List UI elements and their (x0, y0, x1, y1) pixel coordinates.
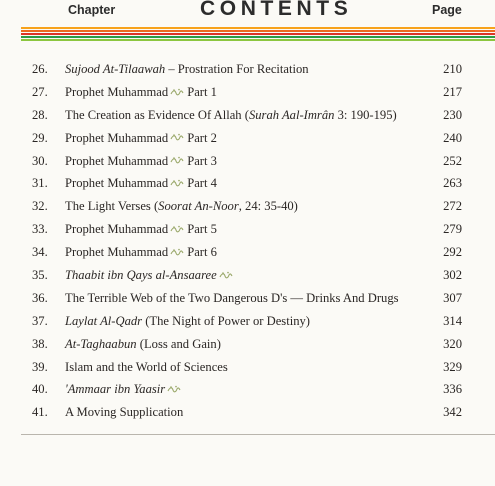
toc-row (0, 150, 495, 173)
chapter-title-segment: The Light Verses ( (65, 199, 159, 214)
chapter-title (65, 401, 183, 424)
stripe-red (21, 33, 495, 35)
chapter-number: 34. (32, 245, 48, 260)
chapter-title-segment: 'Ammaar ibn Yaasir (65, 382, 166, 397)
toc-row (0, 310, 495, 333)
chapter-title (65, 195, 298, 218)
chapter-number: 31. (32, 176, 48, 191)
chapter-number: 29. (32, 130, 48, 145)
chapter-title-segment: – Prostration For Recitation (165, 62, 309, 76)
salutation-glyph-icon (170, 248, 184, 257)
chapter-title-segment: Part 5 (187, 222, 217, 237)
page-number: 342 (443, 405, 462, 420)
bottom-divider (21, 434, 495, 435)
chapter-title-segment: Prophet Muhammad (65, 130, 169, 145)
page-number: 210 (443, 62, 462, 76)
chapter-number: 28. (32, 107, 48, 122)
chapter-title-segment: Prophet Muhammad (65, 222, 169, 237)
chapter-number: 41. (32, 405, 48, 420)
chapter-number: 38. (32, 336, 48, 351)
page-number: 336 (443, 382, 462, 397)
toc-row (0, 401, 495, 424)
chapter-title-segment: 3: 190-195) (334, 107, 397, 122)
chapter-title (65, 104, 397, 127)
chapter-number: 40. (32, 382, 48, 397)
chapter-title-segment: Prophet Muhammad (65, 245, 169, 260)
toc-row (0, 378, 495, 401)
chapter-title (65, 241, 217, 264)
chapter-title (65, 81, 217, 104)
chapter-title-segment: Surah Aal-Imrân (248, 107, 335, 122)
chapter-title (65, 333, 221, 356)
salutation-glyph-icon (170, 88, 184, 97)
toc-row (0, 264, 495, 287)
chapter-title (65, 287, 399, 310)
chapter-title-segment: (Loss and Gain) (136, 336, 221, 351)
chapter-title-segment: Islam and the World of Sciences (65, 359, 228, 374)
toc-row (0, 356, 495, 379)
page-number: 230 (443, 107, 462, 122)
salutation-glyph-icon (170, 156, 184, 165)
toc-row (0, 81, 495, 104)
chapter-number: 36. (32, 290, 48, 305)
page-column-label: Page (432, 3, 462, 17)
chapter-title (65, 378, 184, 401)
chapter-title-segment: Prophet Muhammad (65, 84, 169, 99)
toc-row (0, 241, 495, 264)
chapter-title-segment: At-Taghaabun (65, 336, 137, 351)
chapter-title-segment: Laylat Al-Qadr (65, 313, 143, 328)
salutation-glyph-icon (170, 225, 184, 234)
chapter-title-segment: Part 3 (187, 153, 217, 168)
chapter-title-segment: A Moving Supplication (65, 405, 184, 420)
chapter-title (65, 172, 217, 195)
stripe-green (21, 36, 495, 38)
chapter-title-segment: Prophet Muhammad (65, 153, 169, 168)
page-number: 263 (443, 176, 462, 191)
chapter-number: 27. (32, 84, 48, 99)
chapter-title (65, 127, 217, 150)
toc-row (0, 127, 495, 150)
chapter-title (65, 218, 217, 241)
page-number: 252 (443, 153, 462, 168)
stripe-orange (21, 30, 495, 32)
page-number: 217 (443, 84, 462, 99)
chapter-number: 39. (32, 359, 48, 374)
chapter-title-segment: Soorat An-Noor (158, 199, 239, 214)
stripe-orange-light (21, 27, 495, 29)
page-header (0, 0, 495, 26)
chapter-number: 32. (32, 199, 48, 214)
salutation-glyph-icon (219, 271, 233, 280)
chapter-title-segment: Part 1 (187, 84, 217, 99)
chapter-title-segment: Part 4 (187, 176, 217, 191)
chapter-number: 35. (32, 268, 48, 283)
toc-row (0, 195, 495, 218)
chapter-title-segment: (The Night of Power or Destiny) (142, 313, 310, 328)
page-number: 314 (443, 313, 462, 328)
salutation-glyph-icon (170, 133, 184, 142)
salutation-glyph-icon (167, 385, 181, 394)
page-number: 307 (443, 290, 462, 305)
chapter-title (65, 310, 310, 333)
salutation-glyph-icon (170, 179, 184, 188)
toc-row (0, 287, 495, 310)
chapter-number: 33. (32, 222, 48, 237)
chapter-number: 26. (32, 62, 48, 76)
chapter-title-segment: Sujood At-Tilaawah (65, 62, 166, 76)
chapter-number: 30. (32, 153, 48, 168)
toc-row (0, 218, 495, 241)
page-number: 272 (443, 199, 462, 214)
chapter-title-segment: The Creation as Evidence Of Allah ( (65, 107, 249, 122)
chapter-number: 37. (32, 313, 48, 328)
chapter-column-label: Chapter (68, 3, 116, 17)
page-number: 320 (443, 336, 462, 351)
chapter-title (65, 264, 236, 287)
toc-row (0, 104, 495, 127)
chapter-title-segment: The Terrible Web of the Two Dangerous D's — Drinks And Drugs (65, 290, 399, 305)
chapter-title (65, 58, 309, 81)
page-number: 292 (443, 245, 462, 260)
chapter-title (65, 356, 228, 379)
page-number: 302 (443, 268, 462, 283)
page-number: 279 (443, 222, 462, 237)
chapter-title-segment: Prophet Muhammad (65, 176, 169, 191)
chapter-title-segment: Part 2 (187, 130, 217, 145)
header-stripes (21, 27, 495, 42)
page-number: 240 (443, 130, 462, 145)
page-number: 329 (443, 359, 462, 374)
chapter-title-segment: Thaabit ibn Qays al-Ansaaree (65, 268, 217, 283)
page-title: CONTENTS (200, 0, 353, 20)
chapter-title-segment: , 24: 35-40) (238, 199, 298, 214)
chapter-title (65, 150, 217, 173)
toc-row (0, 172, 495, 195)
toc-row (0, 58, 495, 81)
chapter-title-segment: Part 6 (187, 245, 217, 260)
table-of-contents (0, 58, 495, 424)
stripe-green-light (21, 39, 495, 41)
toc-row (0, 333, 495, 356)
